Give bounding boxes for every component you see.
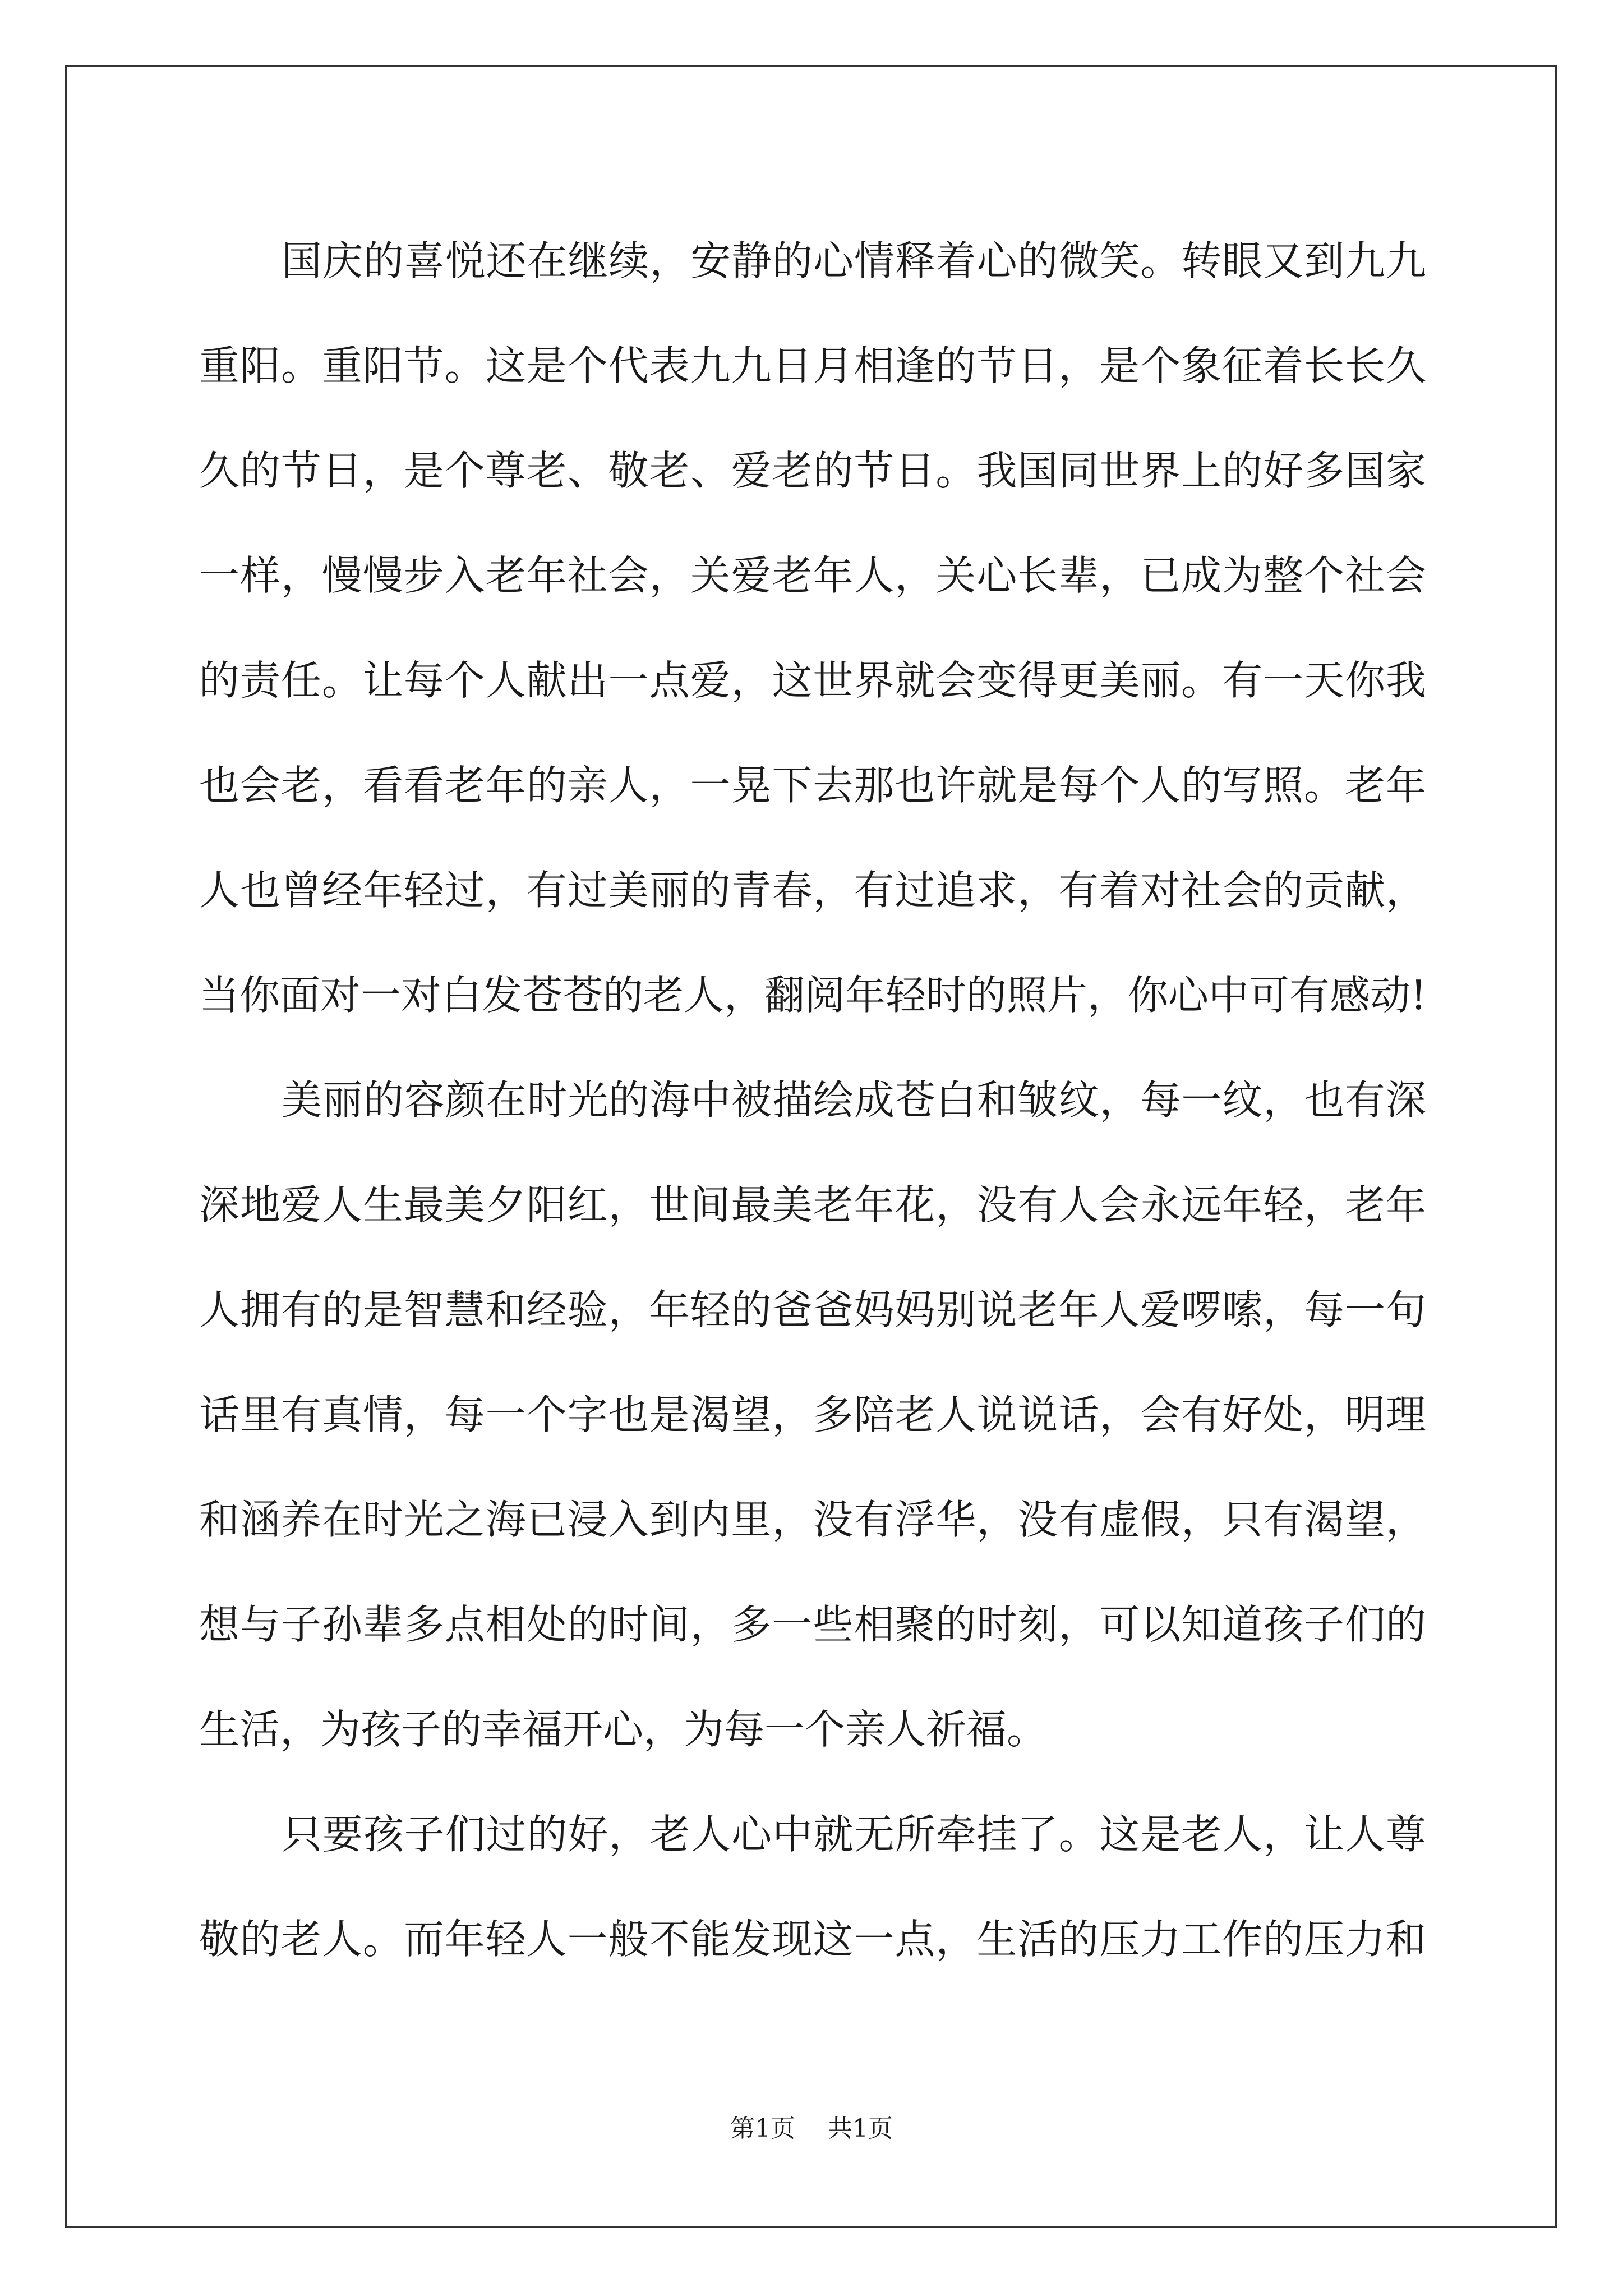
paragraph-line: 久的节日，是个尊老、敬老、爱老的节日。我国同世界上的好多国家 [199, 447, 1426, 494]
paragraph-line: 敬的老人。而年轻人一般不能发现这一点，生活的压力工作的压力和 [199, 1916, 1426, 1963]
paragraph-line: 人拥有的是智慧和经验，年轻的爸爸妈妈别说老年人爱啰嗦，每一句 [199, 1286, 1426, 1333]
paragraph-line: 深地爱人生最美夕阳红，世间最美老年花，没有人会永远年轻，老年 [199, 1181, 1426, 1228]
document-body [199, 209, 1426, 1992]
paragraph-line: 国庆的喜悦还在继续，安静的心情释着心的微笑。转眼又到九九 [282, 237, 1426, 284]
paragraph-line: 一样，慢慢步入老年社会，关爱老年人，关心长辈，已成为整个社会 [199, 552, 1426, 599]
paragraph-line: 美丽的容颜在时光的海中被描绘成苍白和皱纹，每一纹，也有深 [282, 1076, 1426, 1124]
page-footer [0, 2108, 1623, 2144]
page-number: 第1页 [730, 2114, 795, 2143]
paragraph-line: 想与子孙辈多点相处的时间，多一些相聚的时刻，可以知道孩子们的 [199, 1601, 1426, 1648]
paragraph-line: 的责任。让每个人献出一点爱，这世界就会变得更美丽。有一天你我 [199, 657, 1426, 704]
paragraph-line: 人也曾经年轻过，有过美丽的青春，有过追求，有着对社会的贡献， [199, 867, 1426, 914]
paragraph-line: 和涵养在时光之海已浸入到内里，没有浮华，没有虚假，只有渴望， [199, 1496, 1426, 1543]
paragraph-line: 生活，为孩子的幸福开心，为每一个亲人祈福。 [199, 1706, 1048, 1753]
paragraph-line: 只要孩子们过的好，老人心中就无所牵挂了。这是老人，让人尊 [282, 1811, 1426, 1858]
paragraph-line: 重阳。重阳节。这是个代表九九日月相逢的节日，是个象征着长长久 [199, 342, 1426, 389]
paragraph-line: 也会老，看看老年的亲人，一晃下去那也许就是每个人的写照。老年 [199, 762, 1426, 809]
paragraph-line: 话里有真情，每一个字也是渴望，多陪老人说说话，会有好处，明理 [199, 1391, 1426, 1438]
paragraph-line: 当你面对一对白发苍苍的老人，翻阅年轻时的照片，你心中可有感动! [199, 972, 1427, 1019]
page-total: 共1页 [828, 2114, 893, 2143]
